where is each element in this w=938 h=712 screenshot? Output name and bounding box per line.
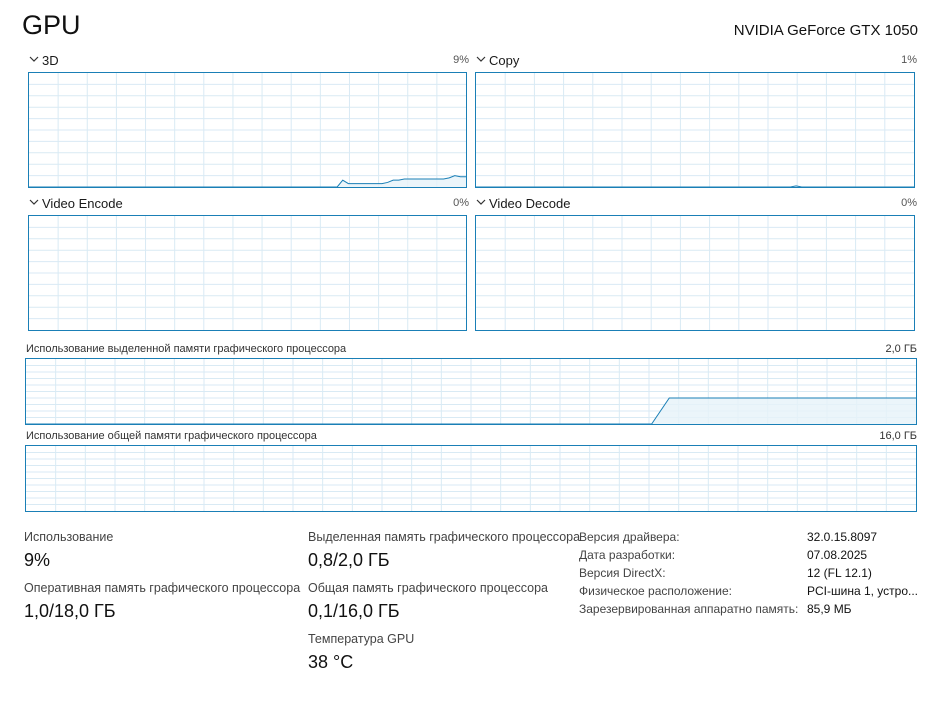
gpu-device-name: NVIDIA GeForce GTX 1050 [733,22,918,39]
grid-lines [29,73,466,187]
directx-version-label: Версия DirectX: [579,566,666,580]
driver-version-label: Версия драйвера: [579,530,680,544]
shared-memory-stat-value: 0,1/16,0 ГБ [308,601,400,621]
chart-copy [476,73,914,187]
shared-memory-max: 16,0 ГБ [879,430,917,442]
graph-header-copy [476,53,917,69]
engine-percent-video-encode: 0% [453,197,469,209]
temperature-value: 38 °C [308,652,354,672]
engine-selector-3d[interactable]: 3D [42,53,59,68]
graph-header-3d [29,53,469,69]
physical-location-label: Физическое расположение: [579,584,732,598]
engine-percent-video-decode: 0% [901,197,917,209]
graph-header-video-encode [29,196,469,212]
chevron-down-icon[interactable] [476,53,488,67]
dedicated-memory-stat-value: 0,8/2,0 ГБ [308,550,390,570]
graph-3d [28,72,467,188]
engine-selector-video-encode[interactable]: Video Encode [42,196,123,211]
grid-lines [29,216,466,330]
shared-memory-stat-label: Общая память графического процессора [308,581,549,595]
chart-video-encode [29,216,466,330]
chevron-down-icon[interactable] [476,196,488,210]
engine-percent-3d: 9% [453,54,469,66]
temperature-label: Температура GPU [308,632,415,646]
driver-version-value: 32.0.15.8097 [807,530,878,544]
driver-date-label: Дата разработки: [579,548,676,562]
gpu-memory-value: 1,0/18,0 ГБ [24,601,116,621]
directx-version-value: 12 (FL 12.1) [807,566,872,580]
dedicated-memory-stat-label: Выделенная память графического процессора [308,530,581,544]
chart-shared-memory [26,446,916,511]
chart-3d [29,73,466,187]
series-line [476,186,914,187]
page-title: GPU [22,10,81,40]
utilization-value: 9% [24,550,51,570]
shared-memory-header [26,430,917,444]
graph-copy [475,72,915,188]
grid-lines [476,73,914,187]
reserved-memory-value: 85,9 МБ [807,602,852,616]
grid-lines [26,446,916,511]
engine-percent-copy: 1% [901,54,917,66]
grid-lines [476,216,914,330]
dedicated-memory-label: Использование выделенной памяти графического процессора [26,343,347,355]
physical-location-value: PCI-шина 1, устро... [807,584,919,598]
graph-video-encode [28,215,467,331]
graph-header-video-decode [476,196,917,212]
chevron-down-icon[interactable] [29,196,41,210]
chevron-down-icon[interactable] [29,53,41,67]
utilization-label: Использование [24,530,114,544]
engine-selector-video-decode[interactable]: Video Decode [489,196,571,211]
dedicated-memory-max: 2,0 ГБ [885,343,917,355]
chart-dedicated-memory [26,359,916,424]
reserved-memory-label: Зарезервированная аппаратно память: [579,602,799,616]
graph-video-decode [475,215,915,331]
chart-video-decode [476,216,914,330]
graph-dedicated-memory [25,358,917,425]
engine-selector-copy[interactable]: Copy [489,53,520,68]
graph-shared-memory [25,445,917,512]
shared-memory-label: Использование общей памяти графического процессора [26,430,317,442]
driver-date-value: 07.08.2025 [807,548,868,562]
dedicated-memory-header [26,343,917,357]
gpu-memory-label: Оперативная память графического процессора [24,581,301,595]
series-area [29,176,466,187]
